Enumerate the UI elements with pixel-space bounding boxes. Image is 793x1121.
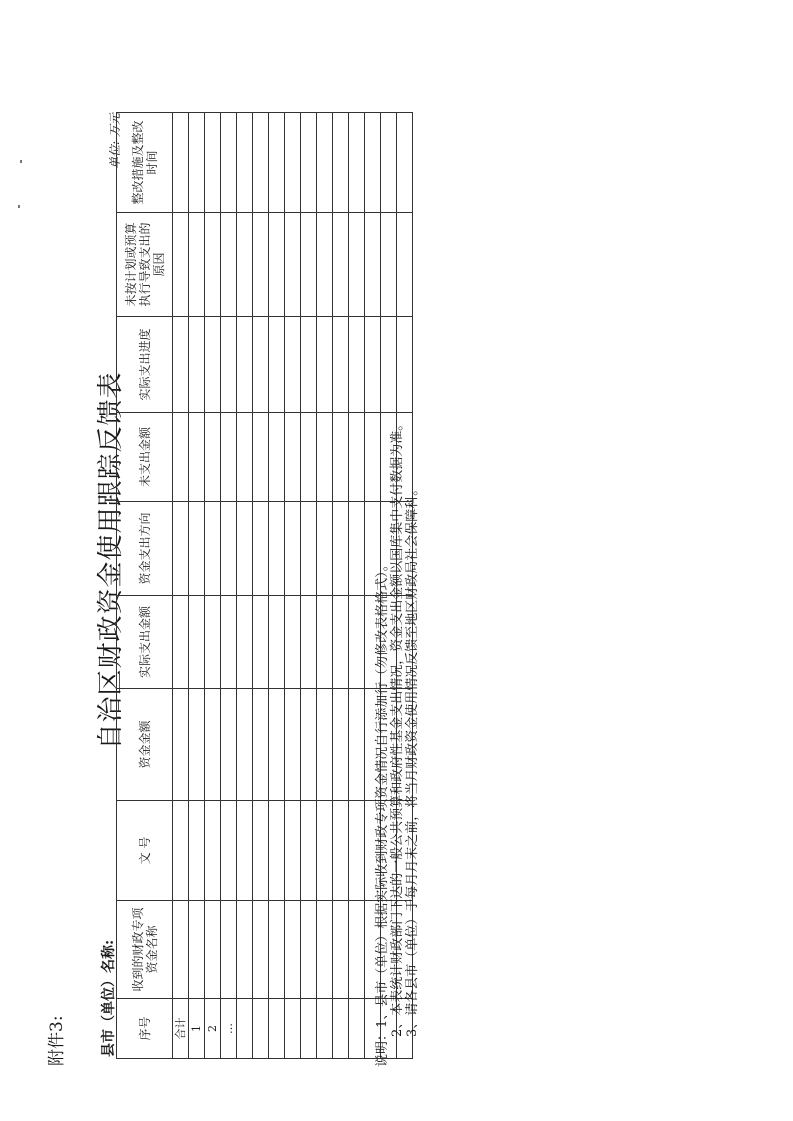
form-title: 自治区财政资金使用跟踪反馈表 [96, 371, 126, 750]
table-cell [173, 413, 189, 502]
table-cell [333, 113, 349, 213]
header-cell-actual-expenditure: 实际支出金额 [117, 596, 173, 689]
table-cell [173, 801, 189, 901]
note-line-3 [405, 418, 420, 1067]
table-cell [189, 413, 205, 502]
row-label-cell [285, 999, 301, 1059]
note-line-2 [390, 418, 405, 1067]
table-cell [237, 317, 253, 413]
table-cell [365, 317, 381, 413]
row-label-cell [333, 999, 349, 1059]
table-cell [285, 413, 301, 502]
table-cell [317, 213, 333, 317]
table-cell [333, 213, 349, 317]
table-cell [381, 317, 397, 413]
table-cell [253, 317, 269, 413]
table-cell [221, 901, 237, 999]
table-cell [205, 801, 221, 901]
table-cell [333, 596, 349, 689]
table-cell [253, 113, 269, 213]
table-row [349, 113, 365, 1059]
table-cell [349, 213, 365, 317]
header-cell-expenditure-progress: 实际支出进度 [117, 317, 173, 413]
table-cell [221, 317, 237, 413]
table-cell [221, 413, 237, 502]
table-row [285, 113, 301, 1059]
header-cell-unspent-amount: 未支出金额 [117, 413, 173, 502]
table-cell [269, 801, 285, 901]
table-cell [269, 596, 285, 689]
table-cell [349, 801, 365, 901]
note-item: 2、本表统计财政部门下达的一般公共预算和政府性基金支出情况，资金支出金额以国库集中支付数据为准。 [390, 417, 405, 1037]
table-cell [205, 502, 221, 596]
table-cell [237, 901, 253, 999]
table-cell [253, 901, 269, 999]
table-cell [173, 901, 189, 999]
table-cell [285, 113, 301, 213]
table-cell [173, 689, 189, 801]
table-cell [317, 901, 333, 999]
table-cell [221, 801, 237, 901]
table-cell [285, 317, 301, 413]
table-cell [381, 213, 397, 317]
table-cell [285, 801, 301, 901]
table-cell [349, 113, 365, 213]
header-cell-expenditure-direction: 资金支出方向 [117, 502, 173, 596]
header-cell-rectification: 整改措施及整改时间 [117, 113, 173, 213]
table-cell [397, 113, 413, 213]
table-cell [205, 901, 221, 999]
table-cell [349, 689, 365, 801]
row-label-cell [237, 999, 253, 1059]
table-cell [253, 596, 269, 689]
table-cell [173, 596, 189, 689]
header-cell-fund-name: 收到的财政专项资金名称 [117, 901, 173, 999]
table-row [189, 113, 205, 1059]
row-label-cell: 1 [189, 999, 205, 1059]
table-header-row [117, 113, 173, 1059]
table-cell [189, 689, 205, 801]
table-cell [317, 413, 333, 502]
table-cell [349, 502, 365, 596]
table-cell [317, 113, 333, 213]
table-cell [253, 213, 269, 317]
table-cell [189, 213, 205, 317]
table-cell [189, 317, 205, 413]
notes-prefix: 说明： [375, 1027, 390, 1067]
note-line-1 [375, 418, 390, 1067]
table-cell [269, 317, 285, 413]
scan-speck [20, 160, 22, 163]
table-cell [269, 689, 285, 801]
table-cell [301, 502, 317, 596]
note-item: 1、县市（单位）根据实际收到财政专项资金情况自行添加行（勿修改表格格式）。 [375, 558, 390, 1028]
notes-block [375, 418, 420, 1067]
feedback-table [116, 112, 413, 1059]
table-cell [189, 901, 205, 999]
table-cell [205, 413, 221, 502]
table-cell [237, 113, 253, 213]
table-cell [253, 413, 269, 502]
row-label-cell: … [221, 999, 237, 1059]
table-cell [253, 801, 269, 901]
attachment-label: 附件3: [47, 1015, 67, 1066]
table-cell [237, 213, 253, 317]
header-cell-fund-amount: 资金金额 [117, 689, 173, 801]
table-cell [333, 413, 349, 502]
table-cell [301, 317, 317, 413]
table-cell [173, 213, 189, 317]
table-row [333, 113, 349, 1059]
header-cell-index: 序号 [117, 999, 173, 1059]
table-cell [189, 801, 205, 901]
table-cell [397, 317, 413, 413]
table-cell [221, 113, 237, 213]
table-cell [333, 502, 349, 596]
table-cell [205, 213, 221, 317]
table-cell [221, 502, 237, 596]
table-cell [285, 689, 301, 801]
table-cell [333, 901, 349, 999]
table-row [221, 113, 237, 1059]
table-cell [269, 502, 285, 596]
table-cell [333, 317, 349, 413]
table-cell [301, 413, 317, 502]
header-cell-doc-number: 文 号 [117, 801, 173, 901]
table-cell [349, 596, 365, 689]
table-cell [333, 689, 349, 801]
table-cell [365, 213, 381, 317]
table-cell [237, 689, 253, 801]
table-cell [205, 596, 221, 689]
table-cell [221, 689, 237, 801]
row-label-cell [269, 999, 285, 1059]
table-cell [237, 596, 253, 689]
county-unit-label: 县市（单位）名称: [101, 939, 117, 1057]
table-cell [269, 413, 285, 502]
table-cell [317, 502, 333, 596]
table-cell [189, 596, 205, 689]
table-cell [285, 502, 301, 596]
table-cell [317, 689, 333, 801]
table-cell [173, 113, 189, 213]
table-cell [301, 596, 317, 689]
table-cell [269, 901, 285, 999]
table-cell [381, 113, 397, 213]
note-item: 3、请各县市（单位）于每月月末之前，将当月财政资金使用情况反馈至地区财政局社会保障科。 [405, 482, 420, 1037]
row-label-cell [349, 999, 365, 1059]
unit-label: 单位: 万元 [108, 113, 122, 169]
table-row [301, 113, 317, 1059]
table-cell [221, 596, 237, 689]
table-cell [301, 689, 317, 801]
table-cell [269, 213, 285, 317]
table-cell [333, 801, 349, 901]
table-cell [301, 901, 317, 999]
table-cell [237, 413, 253, 502]
table-cell [269, 113, 285, 213]
table-row [205, 113, 221, 1059]
table-cell [349, 317, 365, 413]
table-cell [205, 689, 221, 801]
table-row [317, 113, 333, 1059]
scan-speck [18, 205, 20, 208]
table-cell [173, 317, 189, 413]
table-cell [349, 413, 365, 502]
table-cell [301, 213, 317, 317]
table-cell [317, 596, 333, 689]
table-row [237, 113, 253, 1059]
table-cell [189, 113, 205, 213]
table-cell [317, 317, 333, 413]
table-cell [397, 213, 413, 317]
table-cell [205, 113, 221, 213]
header-cell-delay-reason: 未按计划或预算执行导致支出的原因 [117, 213, 173, 317]
table-body [117, 113, 413, 1059]
table-row [253, 113, 269, 1059]
table-row [269, 113, 285, 1059]
table-cell [285, 213, 301, 317]
row-label-cell [317, 999, 333, 1059]
table-cell [301, 113, 317, 213]
table-cell [285, 901, 301, 999]
table-cell [253, 502, 269, 596]
table-cell [189, 502, 205, 596]
table-cell [349, 901, 365, 999]
table-cell [301, 801, 317, 901]
table-cell [253, 689, 269, 801]
table-cell [365, 113, 381, 213]
table-cell [173, 502, 189, 596]
row-label-cell [253, 999, 269, 1059]
row-label-cell: 2 [205, 999, 221, 1059]
table-cell [317, 801, 333, 901]
row-label-cell: 合计 [173, 999, 189, 1059]
table-cell [237, 801, 253, 901]
table-cell [221, 213, 237, 317]
table-cell [205, 317, 221, 413]
table-cell [237, 502, 253, 596]
table-cell [285, 596, 301, 689]
row-label-cell [301, 999, 317, 1059]
table-row [173, 113, 189, 1059]
